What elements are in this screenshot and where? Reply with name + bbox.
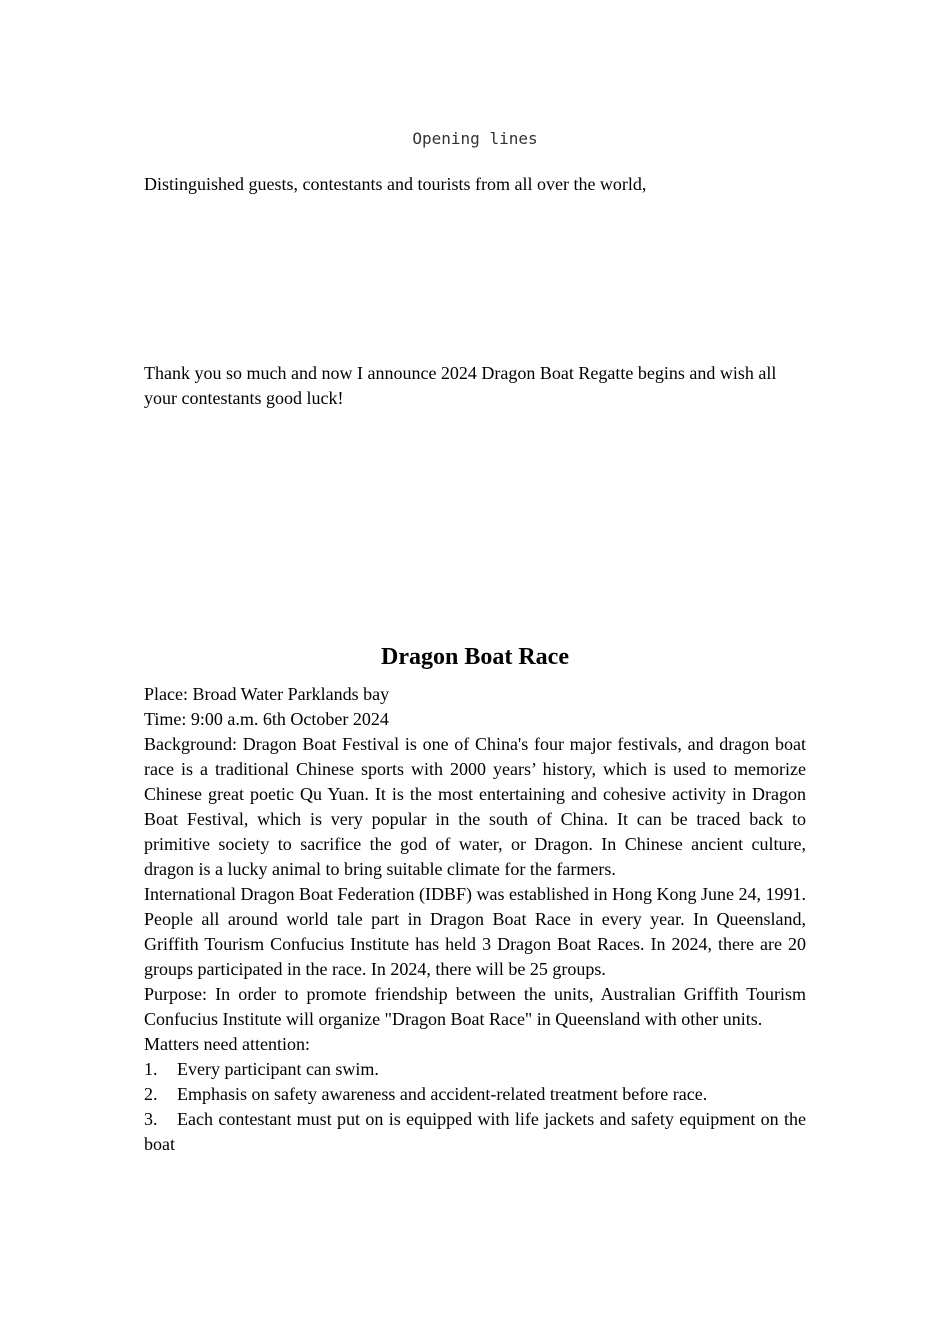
matters-heading: Matters need attention: xyxy=(144,1034,310,1054)
race-title: Dragon Boat Race xyxy=(381,644,569,670)
list-item-number: 3. xyxy=(144,1109,158,1129)
greeting-paragraph: Distinguished guests, contestants and tourists from all over the world, xyxy=(144,174,647,194)
list-item xyxy=(144,1057,806,1082)
list-item-text: Every participant can swim. xyxy=(177,1059,379,1079)
list-item-text: Each contestant must put on is equipped with life jackets and safety equipment on the boat xyxy=(144,1109,806,1154)
list-item xyxy=(144,1082,806,1107)
list-item-number: 1. xyxy=(144,1059,158,1079)
time-line: Time: 9:00 a.m. 6th October 2024 xyxy=(144,709,389,729)
background-paragraph: Background: Dragon Boat Festival is one of China's four major festivals, and dragon boat race is a traditional Chinese sports with 2000 years’ history, which is used to memorize Chinese great poetic Qu Yuan. It is the most entertaining and cohesive activity in Dragon Boat Festival, which is very popular in the south of China. It can be traced back to primitive society to sacrifice the god of water, or Dragon. In Chinese ancient culture, dragon is a lucky animal to bring suitable climate for the farmers. xyxy=(144,734,806,879)
opening-lines-heading: Opening lines xyxy=(412,129,538,148)
federation-paragraph: International Dragon Boat Federation (IDBF) was established in Hong Kong June 24, 1991. People all around world tale part in Dragon Boat Race in every year. In Queensland, Griffith Tourism Confucius Institute has held 3 Dragon Boat Races. In 2024, there are 20 groups participated in the race. In 2024, there will be 25 groups. xyxy=(144,884,806,979)
closing-paragraph: Thank you so much and now I announce 2024 Dragon Boat Regatte begins and wish all your contestants good luck! xyxy=(144,363,777,408)
list-item-text: Emphasis on safety awareness and accident-related treatment before race. xyxy=(177,1084,708,1104)
purpose-paragraph: Purpose: In order to promote friendship between the units, Australian Griffith Tourism Confucius Institute will organize "Dragon Boat Race" in Queensland with other units. xyxy=(144,984,806,1029)
place-line: Place: Broad Water Parklands bay xyxy=(144,684,390,704)
list-item xyxy=(144,1107,806,1157)
race-details xyxy=(144,682,806,1157)
list-item-number: 2. xyxy=(144,1084,158,1104)
